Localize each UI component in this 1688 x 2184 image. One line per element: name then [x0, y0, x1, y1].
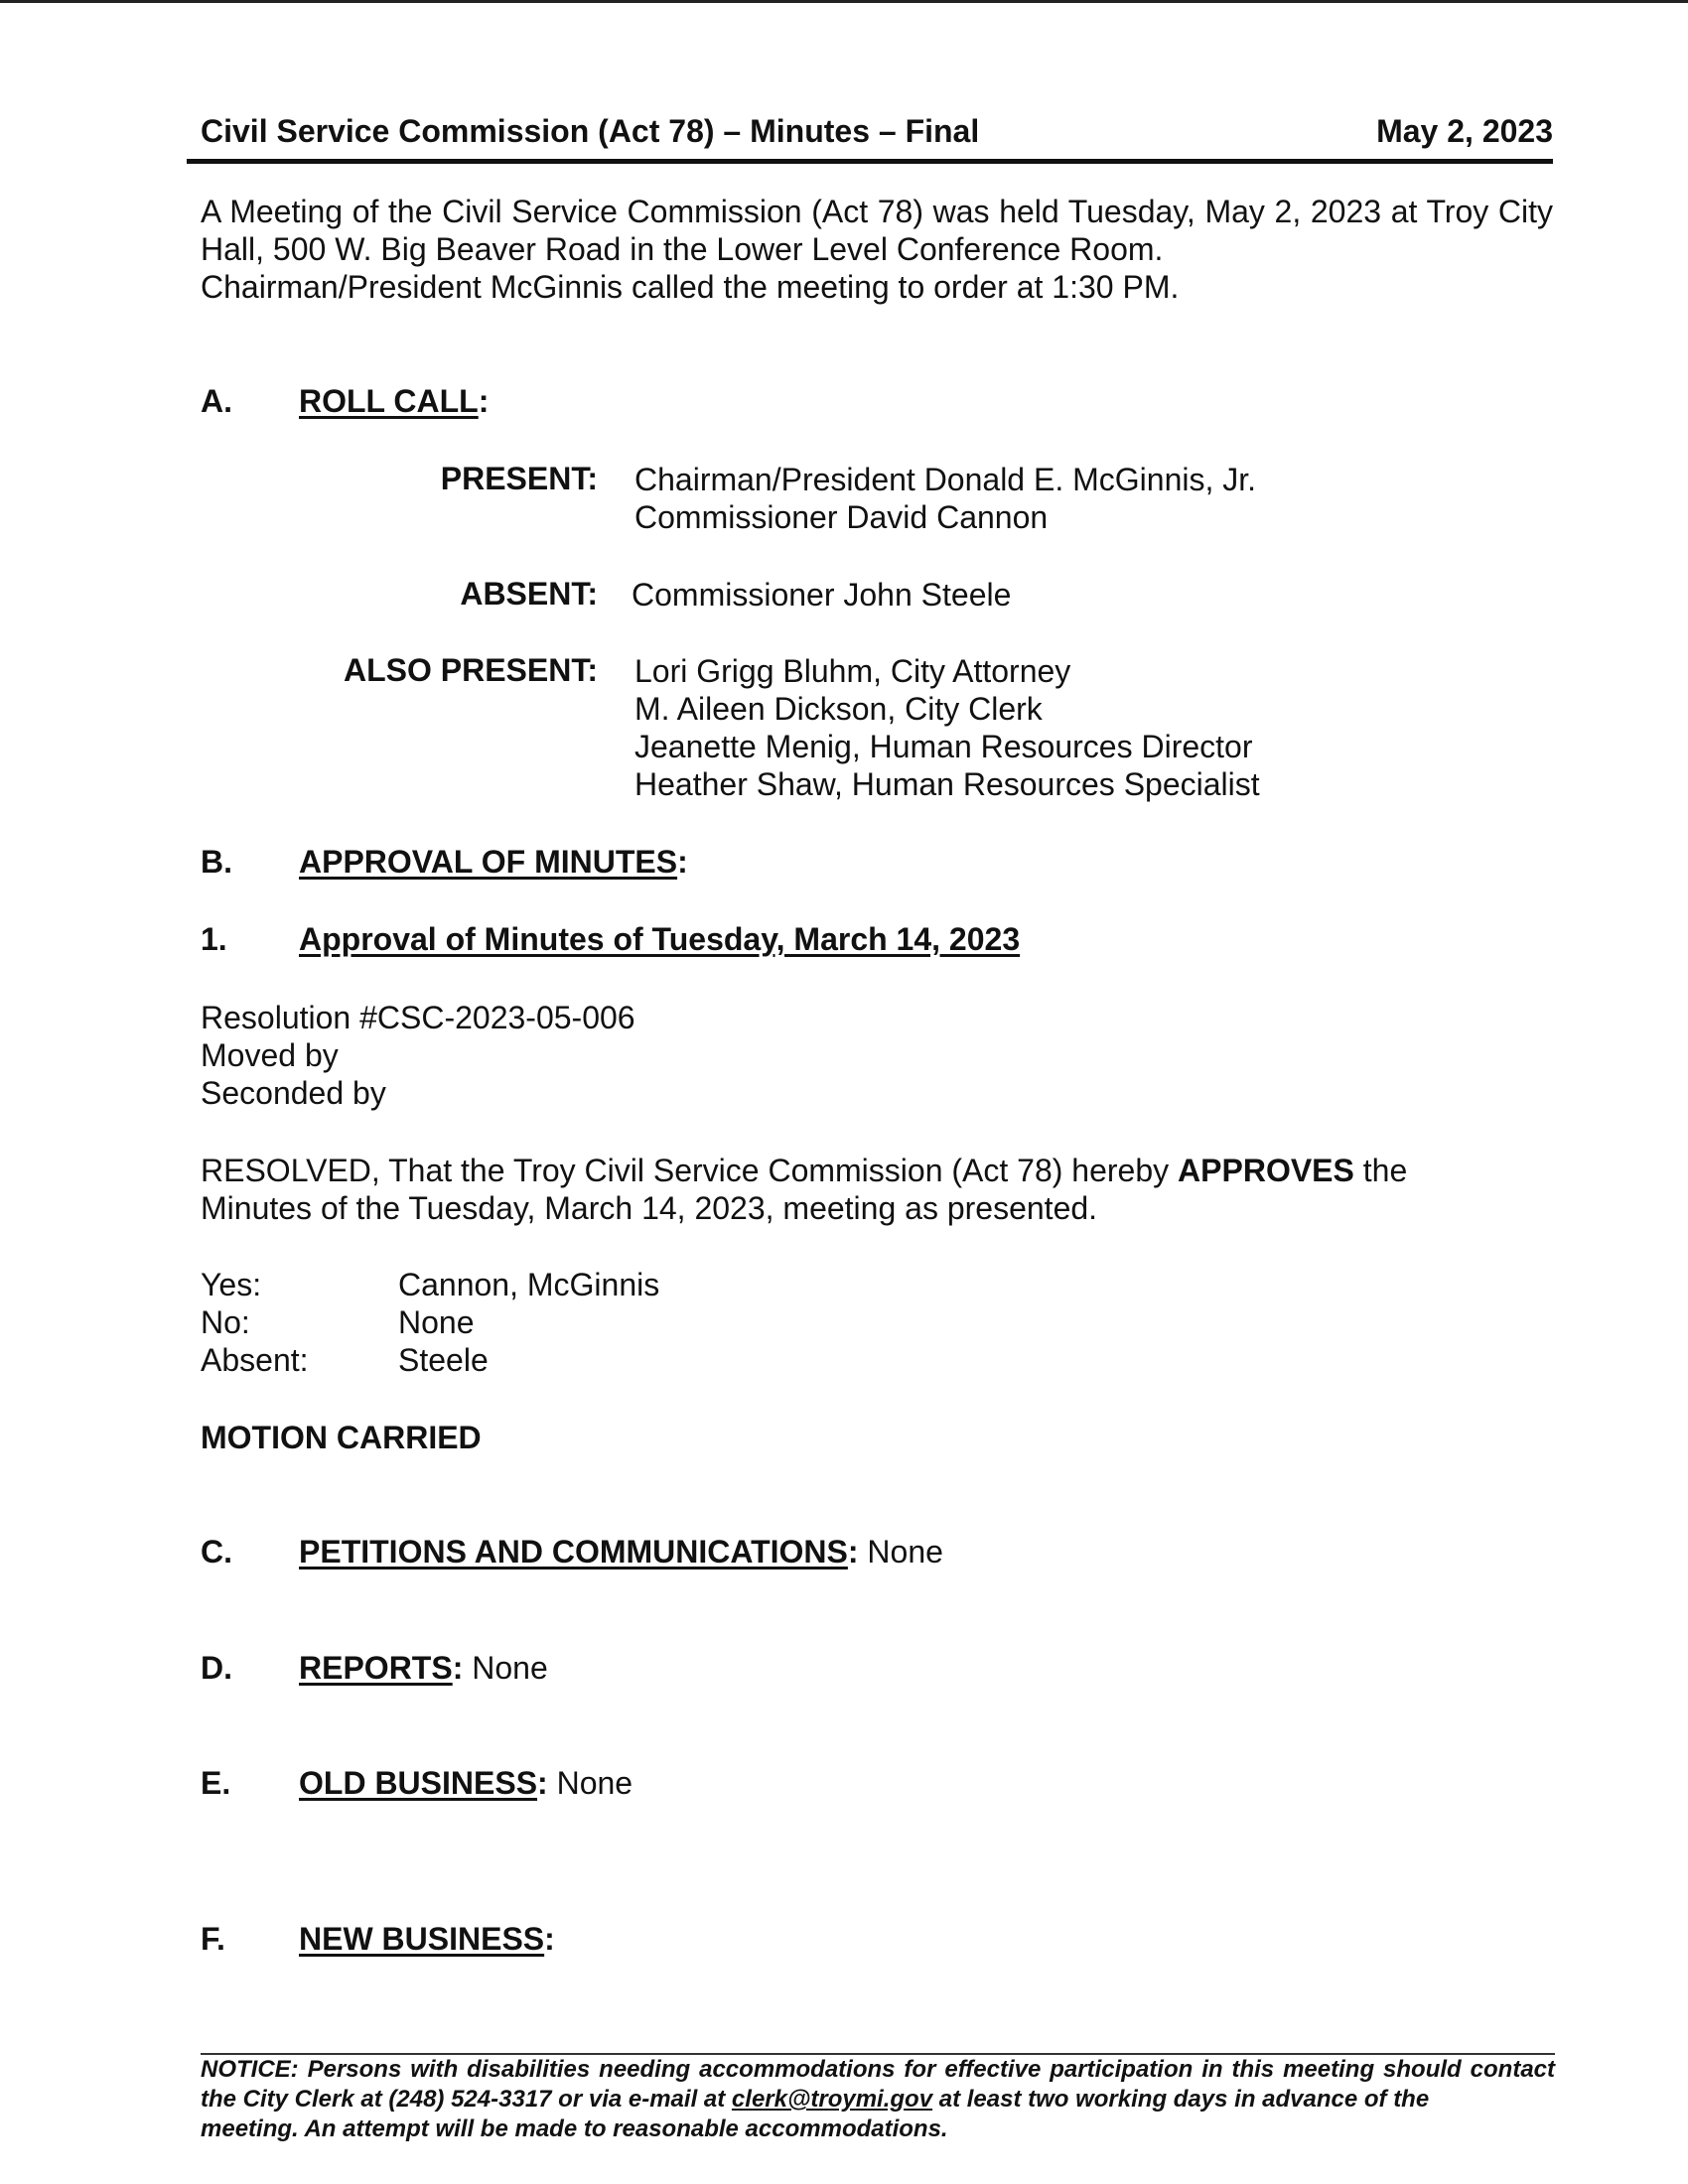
section-title: OLD BUSINESS: None [299, 1765, 633, 1801]
vote-row [201, 1303, 896, 1341]
header-rule [187, 159, 1553, 164]
resolved-paragraph [201, 1152, 1553, 1227]
section-title: NEW BUSINESS: [299, 1921, 555, 1957]
section-old-business [201, 1765, 1553, 1805]
present-list [634, 461, 1256, 536]
resolved-action: APPROVES [1178, 1153, 1354, 1188]
section-reports [201, 1650, 1553, 1690]
vote-value: None [398, 1304, 475, 1340]
present-member: Commissioner David Cannon [634, 499, 1049, 535]
also-present-member: Heather Shaw, Human Resources Specialist [634, 766, 1260, 802]
vote-value: Cannon, McGinnis [398, 1267, 660, 1302]
page-top-border [0, 0, 1688, 3]
vote-row [201, 1341, 896, 1379]
document-title: Civil Service Commission (Act 78) – Minutes – Final [201, 113, 980, 149]
item-title: Approval of Minutes of Tuesday, March 14, 2023 [299, 921, 1021, 957]
vote-tally [201, 1266, 896, 1385]
notice-text-last: meeting. An attempt will be made to reasonable accommodations. [201, 2116, 948, 2142]
section-approval-of-minutes [201, 844, 1553, 884]
section-roll-call [201, 383, 1553, 423]
vote-value: Steele [398, 1342, 489, 1378]
vote-row [201, 1266, 896, 1303]
accessibility-notice [201, 2055, 1555, 2144]
page-header [201, 113, 1553, 157]
vote-label: No: [201, 1304, 250, 1340]
notice-text: NOTICE: Persons with disabilities needing accommodations for effective participation in this meeting should contact the City Clerk at (248) 524-3317 or via e-mail at [201, 2056, 1555, 2113]
intro-text-last: Chairman/President McGinnis called the meeting to order at 1:30 PM. [201, 269, 1180, 305]
resolved-text-last: Minutes of the Tuesday, March 14, 2023, meeting as presented. [201, 1190, 1098, 1226]
item-approval-march-14 [201, 921, 1553, 961]
section-title: APPROVAL OF MINUTES: [299, 844, 688, 880]
section-new-business [201, 1921, 1553, 1961]
intro-paragraph [201, 193, 1553, 306]
motion-outcome: MOTION CARRIED [201, 1420, 482, 1455]
resolution-block [201, 999, 635, 1112]
section-letter: B. [201, 844, 232, 880]
also-present-member: M. Aileen Dickson, City Clerk [634, 691, 1043, 727]
also-present-list [634, 652, 1260, 803]
section-letter: A. [201, 383, 232, 419]
section-letter: E. [201, 1765, 231, 1801]
present-label: PRESENT: [440, 461, 598, 496]
also-present-label: ALSO PRESENT: [343, 652, 598, 688]
intro-text: A Meeting of the Civil Service Commission (Act 78) was held Tuesday, May 2, 2023 at Troy City Hall, 500 W. Big Beaver Road in the Lower Level Conference Room. [201, 194, 1553, 267]
clerk-email-link[interactable]: clerk@troymi.gov [731, 2086, 933, 2113]
vote-label: Yes: [201, 1267, 262, 1302]
seconded-by: Seconded by [201, 1075, 386, 1111]
resolution-number: Resolution #CSC-2023-05-006 [201, 1000, 635, 1035]
vote-label: Absent: [201, 1342, 309, 1378]
section-title: PETITIONS AND COMMUNICATIONS: None [299, 1534, 943, 1570]
absent-list [632, 576, 1011, 614]
absent-label: ABSENT: [460, 576, 598, 612]
notice-text-2: at least two working days in advance of the [938, 2086, 1430, 2113]
also-present-member: Jeanette Menig, Human Resources Director [634, 729, 1253, 764]
section-letter: F. [201, 1921, 225, 1957]
section-letter: C. [201, 1534, 232, 1570]
meeting-date: May 2, 2023 [1376, 113, 1553, 149]
moved-by: Moved by [201, 1037, 339, 1073]
section-letter: D. [201, 1650, 232, 1686]
item-number: 1. [201, 921, 227, 957]
present-member: Chairman/President Donald E. McGinnis, Jr. [634, 462, 1257, 497]
resolved-text-end: the [1362, 1153, 1408, 1188]
section-title: REPORTS: None [299, 1650, 548, 1686]
also-present-member: Lori Grigg Bluhm, City Attorney [634, 653, 1071, 689]
absent-member: Commissioner John Steele [632, 577, 1012, 613]
resolved-text: RESOLVED, That the Troy Civil Service Commission (Act 78) hereby [201, 1153, 1170, 1188]
section-petitions [201, 1534, 1553, 1573]
section-title: ROLL CALL: [299, 383, 490, 419]
